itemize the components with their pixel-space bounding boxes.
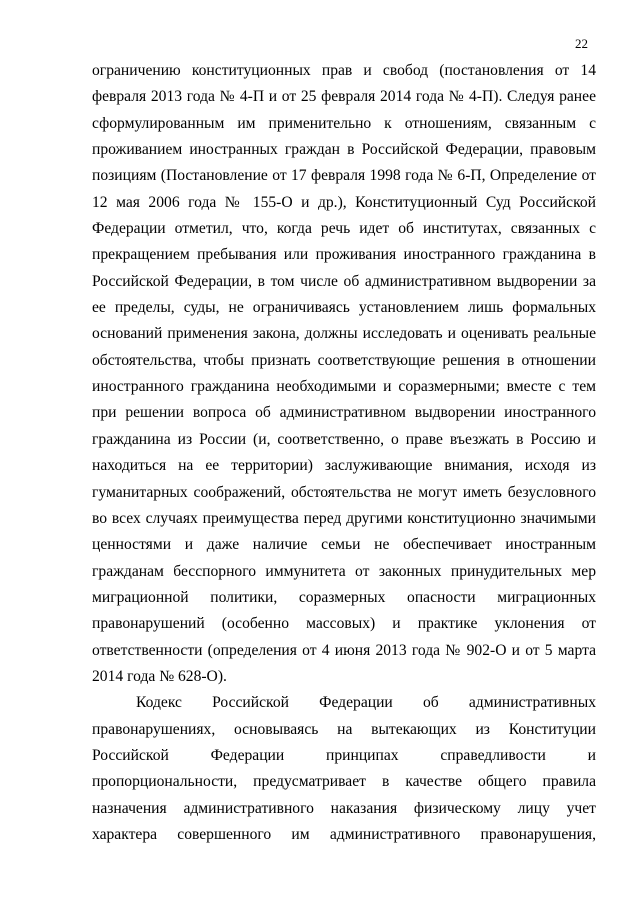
text-line: Кодекс Российской Федерации об административных <box>136 694 596 712</box>
text-line: назначения административного наказания физическому лицу учет <box>92 799 596 817</box>
paragraph-1 <box>92 58 596 690</box>
text-line: пропорциональности, предусматривает в качестве общего правила <box>92 773 596 791</box>
text-line: находиться на ее территории) заслуживающие внимания, исходя из <box>92 457 596 475</box>
text-line: Российской Федерации, в том числе об административном выдворении за <box>92 272 596 290</box>
text-line: Российской Федерации принципах справедливости и <box>92 746 596 764</box>
document-body <box>92 58 596 848</box>
text-line: правонарушений (особенно массовых) и практике уклонения от <box>92 615 596 633</box>
text-line: миграционной политики, соразмерных опасности миграционных <box>92 588 596 606</box>
text-line: во всех случаях преимущества перед другими конституционно значимыми <box>92 509 596 527</box>
text-line: характера совершенного им административного правонарушения, <box>92 825 596 843</box>
text-line: февраля 2013 года № 4-П и от 25 февраля 2014 года № 4-П). Следуя ранее <box>92 88 596 106</box>
text-line: позициям (Постановление от 17 февраля 1998 года № 6-П, Определение от <box>92 167 596 185</box>
page-number: 22 <box>575 36 588 51</box>
text-line: гражданам бесспорного иммунитета от законных принудительных мер <box>92 562 596 580</box>
text-line: гуманитарных соображений, обстоятельства не могут иметь безусловного <box>92 483 596 501</box>
text-line: при решении вопроса об административном выдворении иностранного <box>92 404 596 422</box>
text-line: обстоятельства, чтобы признать соответствующие решения в отношении <box>92 351 596 369</box>
paragraph-2 <box>92 690 596 848</box>
text-line: сформулированным им применительно к отношениям, связанным с <box>92 114 596 132</box>
text-line: оснований применения закона, должны исследовать и оценивать реальные <box>92 325 596 343</box>
text-line: 2014 года № 628-О). <box>92 667 227 685</box>
text-line: иностранного гражданина необходимыми и соразмерными; вместе с тем <box>92 378 596 396</box>
text-line: прекращением пребывания или проживания иностранного гражданина в <box>92 246 596 264</box>
text-line: ее пределы, суды, не ограничиваясь установлением лишь формальных <box>92 299 596 317</box>
text-line: ответственности (определения от 4 июня 2013 года № 902-О и от 5 марта <box>92 641 596 659</box>
text-line: ограничению конституционных прав и свобод (постановления от 14 <box>92 62 596 79</box>
text-line: правонарушениях, основываясь на вытекающих из Конституции <box>92 720 596 738</box>
text-line: ценностями и даже наличие семьи не обеспечивает иностранным <box>92 536 596 554</box>
text-line: Федерации отметил, что, когда речь идет об институтах, связанных с <box>92 220 596 238</box>
text-line: проживанием иностранных граждан в Российской Федерации, правовым <box>92 141 596 159</box>
text-line: 12 мая 2006 года № 155-О и др.), Конституционный Суд Российской <box>92 193 596 211</box>
text-line: гражданина из России (и, соответственно, о праве въезжать в Россию и <box>92 430 596 448</box>
